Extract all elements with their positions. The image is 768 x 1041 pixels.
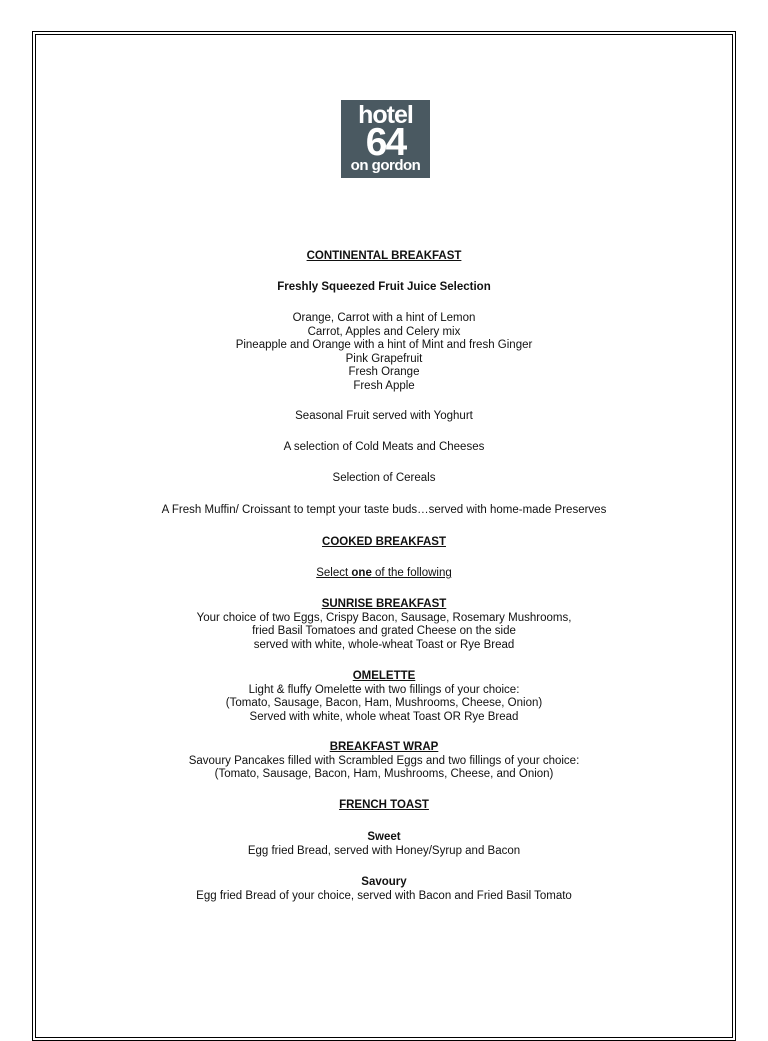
savoury-title: Savoury xyxy=(361,876,407,888)
sunrise-line: served with white, whole-wheat Toast or Rye Bread xyxy=(253,638,515,651)
omelette-title: OMELETTE xyxy=(352,670,416,682)
sweet-line: Egg fried Bread, served with Honey/Syrup and Bacon xyxy=(247,844,521,857)
french-toast-title: FRENCH TOAST xyxy=(339,799,429,811)
hotel-logo xyxy=(341,100,430,178)
wrap-title: BREAKFAST WRAP xyxy=(329,741,439,753)
cooked-heading: COOKED BREAKFAST xyxy=(322,536,446,548)
juice-item: Fresh Apple xyxy=(353,379,415,392)
juice-item: Pineapple and Orange with a hint of Mint and fresh Ginger xyxy=(235,339,533,351)
omelette-line: (Tomato, Sausage, Bacon, Ham, Mushrooms, Cheese, Onion) xyxy=(225,697,543,709)
sunrise-line: fried Basil Tomatoes and grated Cheese on the side xyxy=(252,625,516,637)
wrap-line: (Tomato, Sausage, Bacon, Ham, Mushrooms, Cheese, and Onion) xyxy=(214,768,554,780)
fruit-item: Seasonal Fruit served with Yoghurt xyxy=(295,410,473,422)
wrap-line: Savoury Pancakes filled with Scrambled Eggs and two fillings of your choice: xyxy=(188,754,580,767)
sunrise-line: Your choice of two Eggs, Crispy Bacon, Sausage, Rosemary Mushrooms, xyxy=(196,611,572,624)
sunrise-title: SUNRISE BREAKFAST xyxy=(321,598,447,610)
cereals-item: Selection of Cereals xyxy=(332,472,436,484)
select-instruction xyxy=(40,567,728,581)
omelette-line: Served with white, whole wheat Toast OR Rye Bread xyxy=(249,710,519,723)
sweet-title: Sweet xyxy=(367,831,401,843)
select-text-one: one xyxy=(351,567,372,579)
meats-item: A selection of Cold Meats and Cheeses xyxy=(283,441,485,453)
omelette-line: Light & fluffy Omelette with two fillings of your choice: xyxy=(248,683,520,696)
logo-line-on-gordon: on gordon xyxy=(350,157,421,174)
muffin-item: A Fresh Muffin/ Croissant to tempt your taste buds…served with home-made Preserves xyxy=(161,504,607,516)
juice-item: Orange, Carrot with a hint of Lemon xyxy=(292,312,476,324)
logo-line-64: 64 xyxy=(365,121,406,164)
juice-item: Pink Grapefruit xyxy=(345,352,423,365)
select-text-post: of the following xyxy=(371,567,452,579)
select-text-pre: Select xyxy=(316,567,352,579)
juice-item: Fresh Orange xyxy=(348,366,420,378)
savoury-line: Egg fried Bread of your choice, served with Bacon and Fried Basil Tomato xyxy=(196,889,572,902)
juice-heading: Freshly Squeezed Fruit Juice Selection xyxy=(277,281,491,293)
continental-heading: CONTINENTAL BREAKFAST xyxy=(306,250,462,262)
logo-line-hotel: hotel xyxy=(358,101,413,129)
juice-item: Carrot, Apples and Celery mix xyxy=(307,325,461,338)
